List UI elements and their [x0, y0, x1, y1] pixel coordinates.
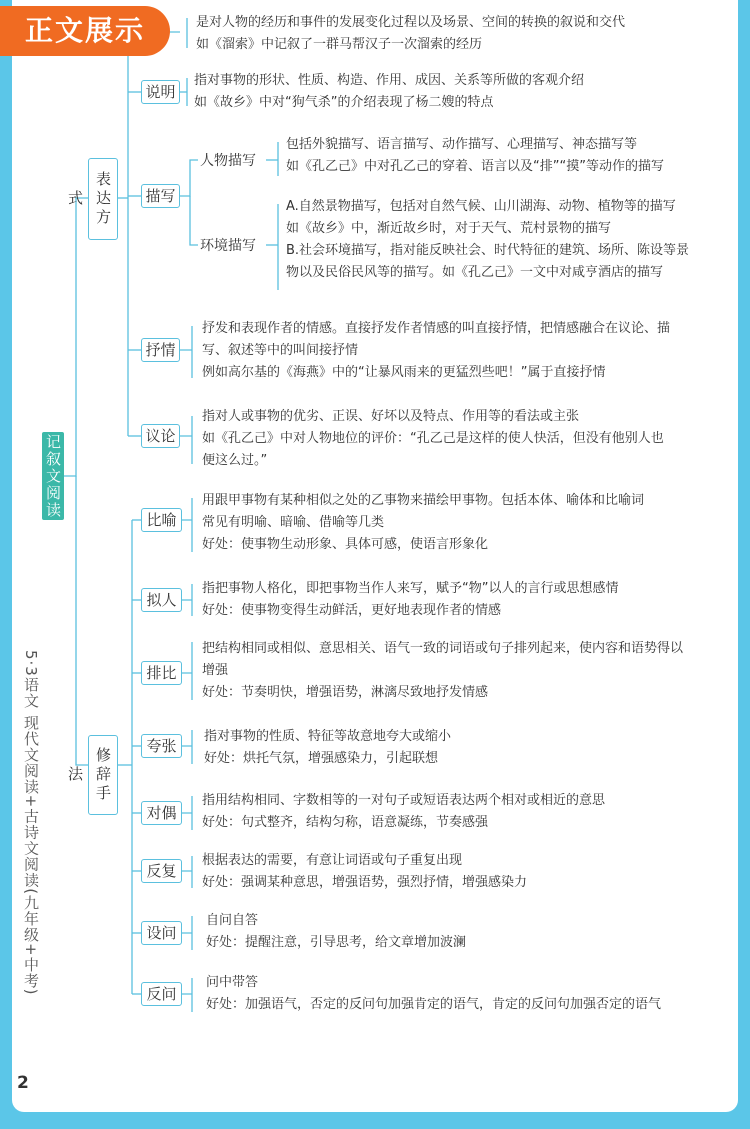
label-personification: 拟人: [141, 588, 182, 612]
sublabel-character-description: 人物描写: [200, 153, 256, 169]
label-lyric: 抒情: [141, 338, 180, 362]
connector: [182, 498, 192, 552]
connector: [182, 730, 192, 764]
environment-description-text: A.自然景物描写，包括对自然气候、山川湖海、动物、植物等的描写 如《故乡》中，渐近故乡时，对于天气、荒村景物的描写 B.社会环境描写，指对能反映社会、时代特征的建筑、场所、陈设等景 物以及民俗民风等的描写。如《孔乙己》一文中对咸亨酒店的描写: [286, 199, 690, 280]
connector: [190, 196, 198, 245]
group-rhetoric: 修辞手法: [88, 735, 118, 815]
label-explanation: 说明: [141, 80, 180, 104]
connector: [182, 642, 192, 700]
rhetorical-question-text: 问中带答 好处：加强语气，否定的反问句加强肯定的语气，肯定的反问句加强否定的语气: [206, 975, 662, 1012]
connector: [182, 856, 192, 888]
side-title-label: 记叙文阅读: [44, 433, 62, 519]
label-antithesis: 对偶: [141, 801, 182, 825]
label-argument: 议论: [141, 424, 180, 448]
character-description-text: 包括外貌描写、语言描写、动作描写、心理描写、神态描写等 如《孔乙己》中对孔乙己的穿着、语言以及“排”“摸”等动作的描写: [286, 137, 664, 174]
connector: [64, 198, 88, 476]
label-metaphor: 比喻: [141, 508, 182, 532]
argument-text: 指对人或事物的优劣、正误、好坏以及特点、作用等的看法或主张 如《孔乙己》中对人物地位的评价：“孔乙己是这样的使人快活，但没有他别人也 便这么过。”: [202, 409, 664, 468]
connector: [182, 796, 192, 830]
page-title: 正文展示: [0, 6, 170, 56]
label-repetition: 反复: [141, 859, 182, 883]
group-expression: 表达方式: [88, 158, 118, 240]
connector: [180, 416, 192, 464]
label-rhetorical-question-selfanswer: 设问: [141, 921, 182, 945]
label-hyperbole: 夸张: [141, 734, 182, 758]
connector: [180, 326, 192, 378]
sublabel-environment-description: 环境描写: [200, 238, 256, 254]
explanation-text: 指对事物的形状、性质、构造、作用、成因、关系等所做的客观介绍 如《故乡》中对“狗气杀”的介绍表现了杨二嫂的特点: [194, 73, 585, 110]
hyperbole-text: 指对事物的性质、特征等故意地夸大或缩小 好处：烘托气氛，增强感染力，引起联想: [204, 729, 452, 766]
connector: [182, 916, 192, 950]
metaphor-text: 用跟甲事物有某种相似之处的乙事物来描绘甲事物。包括本体、喻体和比喻词 常见有明喻、暗喻、借喻等几类 好处：使事物生动形象、具体可感，使语言形象化: [202, 493, 645, 552]
parallelism-text: 把结构相同或相似、意思相关、语气一致的词语或句子排列起来，使内容和语势得以 增强 好处：节奏明快，增强语势，淋漓尽致地抒发情感: [202, 641, 684, 700]
connector: [182, 584, 192, 616]
repetition-text: 根据表达的需要，有意让词语或句子重复出现 好处：强调某种意思，增强语势，强烈抒情，增强感染力: [202, 853, 528, 890]
label-rhetorical-question: 反问: [141, 982, 182, 1006]
page-number: 2: [17, 1073, 29, 1093]
connector: [76, 476, 88, 765]
self-answer-text: 自问自答 好处：提醒注意，引导思考，给文章增加波澜: [206, 913, 467, 950]
label-description: 描写: [141, 184, 180, 208]
connector: [180, 160, 198, 196]
narration-text: 是对人物的经历和事件的发展变化过程以及场景、空间的转换的叙说和交代 如《溜索》中记叙了一群马帮汉子一次溜索的经历: [196, 15, 626, 52]
label-parallelism: 排比: [141, 661, 182, 685]
antithesis-text: 指用结构相同、字数相等的一对句子或短语表达两个相对或相近的意思 好处：句式整齐，结构匀称，语意凝练，节奏感强: [202, 793, 606, 830]
personification-text: 指把事物人格化，即把事物当作人来写，赋予“物”以人的言行或思想感情 好处：使事物变得生动鲜活，更好地表现作者的情感: [202, 581, 619, 618]
connector: [182, 978, 192, 1012]
lyric-text: 抒发和表现作者的情感。直接抒发作者情感的叫直接抒情，把情感融合在议论、描 写、叙述等中的叫间接抒情 例如高尔基的《海燕》中的“让暴风雨来的更猛烈些吧！”属于直接抒情: [202, 321, 671, 380]
book-spine-text: 5·3语文 现代文阅读+古诗文阅读(九年级+中考): [22, 650, 40, 996]
